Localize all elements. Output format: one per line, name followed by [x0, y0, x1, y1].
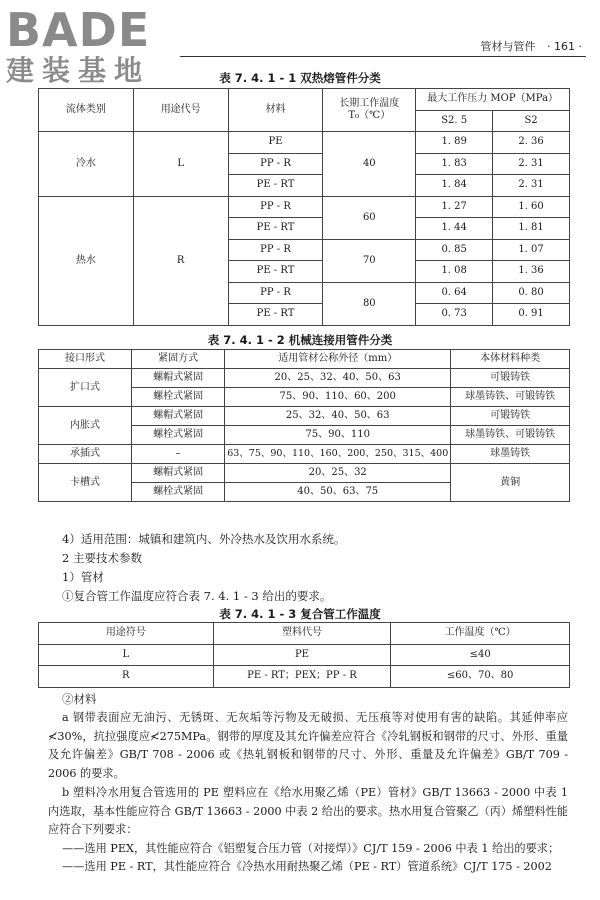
table-row	[39, 644, 570, 666]
th-s2: S2	[493, 110, 570, 132]
cell-material: PP - R	[228, 239, 323, 261]
cell-s2: 1. 81	[493, 218, 570, 240]
cell-size: 20、25、32	[225, 464, 451, 483]
cell-s2: 2. 36	[493, 132, 570, 154]
cell-code-cold: L	[133, 132, 228, 197]
header-rule	[180, 56, 586, 57]
cell-code-hot: R	[133, 196, 228, 325]
th-material: 材料	[228, 89, 323, 132]
cell-material: PP - R	[228, 196, 323, 218]
cell-size: 63、75、90、110、160、200、250、315、400	[225, 445, 451, 464]
cell-s2: 0. 80	[493, 282, 570, 304]
dash-item-pex: ——选用 PEX，其性能应符合《铝塑复合压力管（对接焊）》CJ/T 159 - 2006 中表 1 给出的要求；	[62, 842, 560, 855]
table-row	[39, 666, 570, 688]
cell-material: PE - RT	[228, 175, 323, 197]
cell-material: PE - RT	[228, 218, 323, 240]
table1-caption: 表 7. 4. 1 - 1 双热熔管件分类	[219, 71, 381, 85]
cell-plastic: PE	[213, 644, 391, 666]
cell-size: 75、90、110、60、200	[225, 388, 451, 407]
cell-temp-40: 40	[323, 132, 416, 197]
th-mop: 最大工作压力 MOP（MPa）	[416, 89, 570, 111]
cell-temp-70: 70	[323, 239, 416, 282]
cell-s25: 1. 44	[416, 218, 493, 240]
cell-body-material: 可锻铸铁	[451, 369, 570, 388]
cell-form-expand: 内胀式	[39, 407, 132, 445]
running-header	[481, 38, 582, 54]
cell-material: PE - RT	[228, 261, 323, 283]
cell-s2: 1. 60	[493, 196, 570, 218]
cell-size: 75、90、110	[225, 426, 451, 445]
cell-s25: 1. 84	[416, 175, 493, 197]
th-use-code: 用途符号	[39, 623, 214, 645]
cell-fasten: –	[132, 445, 225, 464]
paragraph-b: b 塑料冷水用复合管选用的 PE 塑料应在《给水用聚乙烯（PE）管材》GB/T 13663 - 2000 中表 1 内选取，基本性能应符合 GB/T 13663 - 2000 中表 2 给出的要求。热水用复合管聚乙（丙）烯塑料性能应符合下列要求：	[48, 786, 568, 837]
table-row	[39, 445, 570, 464]
th-body-material: 本体材料种类	[451, 350, 570, 369]
cell-s2: 1. 07	[493, 239, 570, 261]
th-work-temp: 工作温度（℃）	[391, 623, 570, 645]
th-form: 接口形式	[39, 350, 132, 369]
table-row	[39, 369, 570, 388]
cell-s25: 1. 83	[416, 153, 493, 175]
th-size: 适用管材公称外径（mm）	[225, 350, 451, 369]
cell-size: 20、25、32、40、50、63	[225, 369, 451, 388]
requirement-line: ①复合管工作温度应符合表 7. 4. 1 - 3 给出的要求。	[62, 589, 332, 603]
table-row	[39, 464, 570, 483]
cell-temp-80: 80	[323, 282, 416, 325]
th-code: 用途代号	[133, 89, 228, 132]
table3-caption: 表 7. 4. 1 - 3 复合管工作温度	[219, 607, 381, 621]
th-fluid: 流体类别	[39, 89, 134, 132]
cell-s2: 1. 36	[493, 261, 570, 283]
table-row	[39, 196, 570, 218]
cell-fasten: 螺帽式紧固	[132, 464, 225, 483]
cell-fluid-hot: 热水	[39, 196, 134, 325]
cell-body-material: 球墨铸铁、可锻铸铁	[451, 388, 570, 407]
cell-material: PE	[228, 132, 323, 154]
cell-material: PP - R	[228, 153, 323, 175]
cell-body-material-brass: 黄铜	[451, 464, 570, 502]
cell-fasten: 螺帽式紧固	[132, 407, 225, 426]
table-composite-temperature	[38, 622, 570, 688]
logo-main-text: BADE	[6, 3, 151, 57]
cell-work-temp: ≤60、70、80	[391, 666, 570, 688]
paragraph-a: a 钢带表面应无油污、无锈斑、无灰垢等污物及无破损、无压痕等对使用有害的缺陷。其延伸率应≮30%，抗拉强度应≮275MPa。钢带的厚度及其允许偏差应符合《冷轧钢板和钢带的尺寸、外形、重量及允许偏差》GB/T 708 - 2006 或《热轧钢板和钢带的尺寸、外形、重量及允许偏差》GB/T 709 - 2006 的要求。	[48, 711, 568, 780]
th-s25: S2. 5	[416, 110, 493, 132]
cell-body-material: 球墨铸铁	[451, 445, 570, 464]
cell-size: 40、50、63、75	[225, 483, 451, 502]
cell-form-flare: 扩口式	[39, 369, 132, 407]
page-number: · 161 ·	[547, 40, 582, 53]
header-section: 管材与管件	[480, 40, 536, 53]
cell-s25: 1. 89	[416, 132, 493, 154]
cell-plastic: PE - RT；PEX；PP - R	[213, 666, 391, 688]
cell-s25: 0. 73	[416, 304, 493, 326]
materials-heading: ②材料	[62, 692, 97, 706]
th-temp-label: 长期工作温度	[339, 98, 400, 109]
table-mechanical-connection	[38, 349, 570, 502]
cell-fasten: 螺帽式紧固	[132, 369, 225, 388]
th-temp-unit: T₀（℃）	[348, 110, 391, 121]
th-temp	[323, 89, 416, 132]
cell-s25: 0. 64	[416, 282, 493, 304]
cell-s25: 1. 08	[416, 261, 493, 283]
subsection-heading: 1）管材	[62, 570, 104, 584]
section-heading: 2 主要技术参数	[62, 551, 142, 565]
table-double-hot-melt	[38, 88, 570, 326]
cell-work-temp: ≤40	[391, 644, 570, 666]
table2-caption: 表 7. 4. 1 - 2 机械连接用管件分类	[207, 333, 393, 347]
cell-fluid-cold: 冷水	[39, 132, 134, 197]
cell-fasten: 螺栓式紧固	[132, 483, 225, 502]
cell-fasten: 螺栓式紧固	[132, 426, 225, 445]
dash-item-pert: ——选用 PE - RT，其性能应符合《冷热水用耐热聚乙烯（PE - RT）管道系统》CJ/T 175 - 2002	[62, 860, 552, 873]
cell-material: PP - R	[228, 282, 323, 304]
cell-temp-60: 60	[323, 196, 416, 239]
cell-fasten: 螺栓式紧固	[132, 388, 225, 407]
cell-s2: 2. 31	[493, 175, 570, 197]
cell-material: PE - RT	[228, 304, 323, 326]
cell-s2: 0. 91	[493, 304, 570, 326]
cell-s25: 0. 85	[416, 239, 493, 261]
cell-body-material: 可锻铸铁	[451, 407, 570, 426]
cell-use-code: R	[39, 666, 214, 688]
cell-s2: 2. 31	[493, 153, 570, 175]
th-plastic: 塑料代号	[213, 623, 391, 645]
table-row	[39, 407, 570, 426]
scope-line: 4）适用范围：城镇和建筑内、外冷热水及饮用水系统。	[62, 532, 346, 546]
th-fasten: 紧固方式	[132, 350, 225, 369]
cell-size: 25、32、40、50、63	[225, 407, 451, 426]
cell-form-socket: 承插式	[39, 445, 132, 464]
table-row	[39, 132, 570, 154]
logo-sub-text: 建装基地	[6, 54, 151, 87]
cell-form-groove: 卡槽式	[39, 464, 132, 502]
cell-s25: 1. 27	[416, 196, 493, 218]
cell-body-material: 球墨铸铁、可锻铸铁	[451, 426, 570, 445]
cell-use-code: L	[39, 644, 214, 666]
